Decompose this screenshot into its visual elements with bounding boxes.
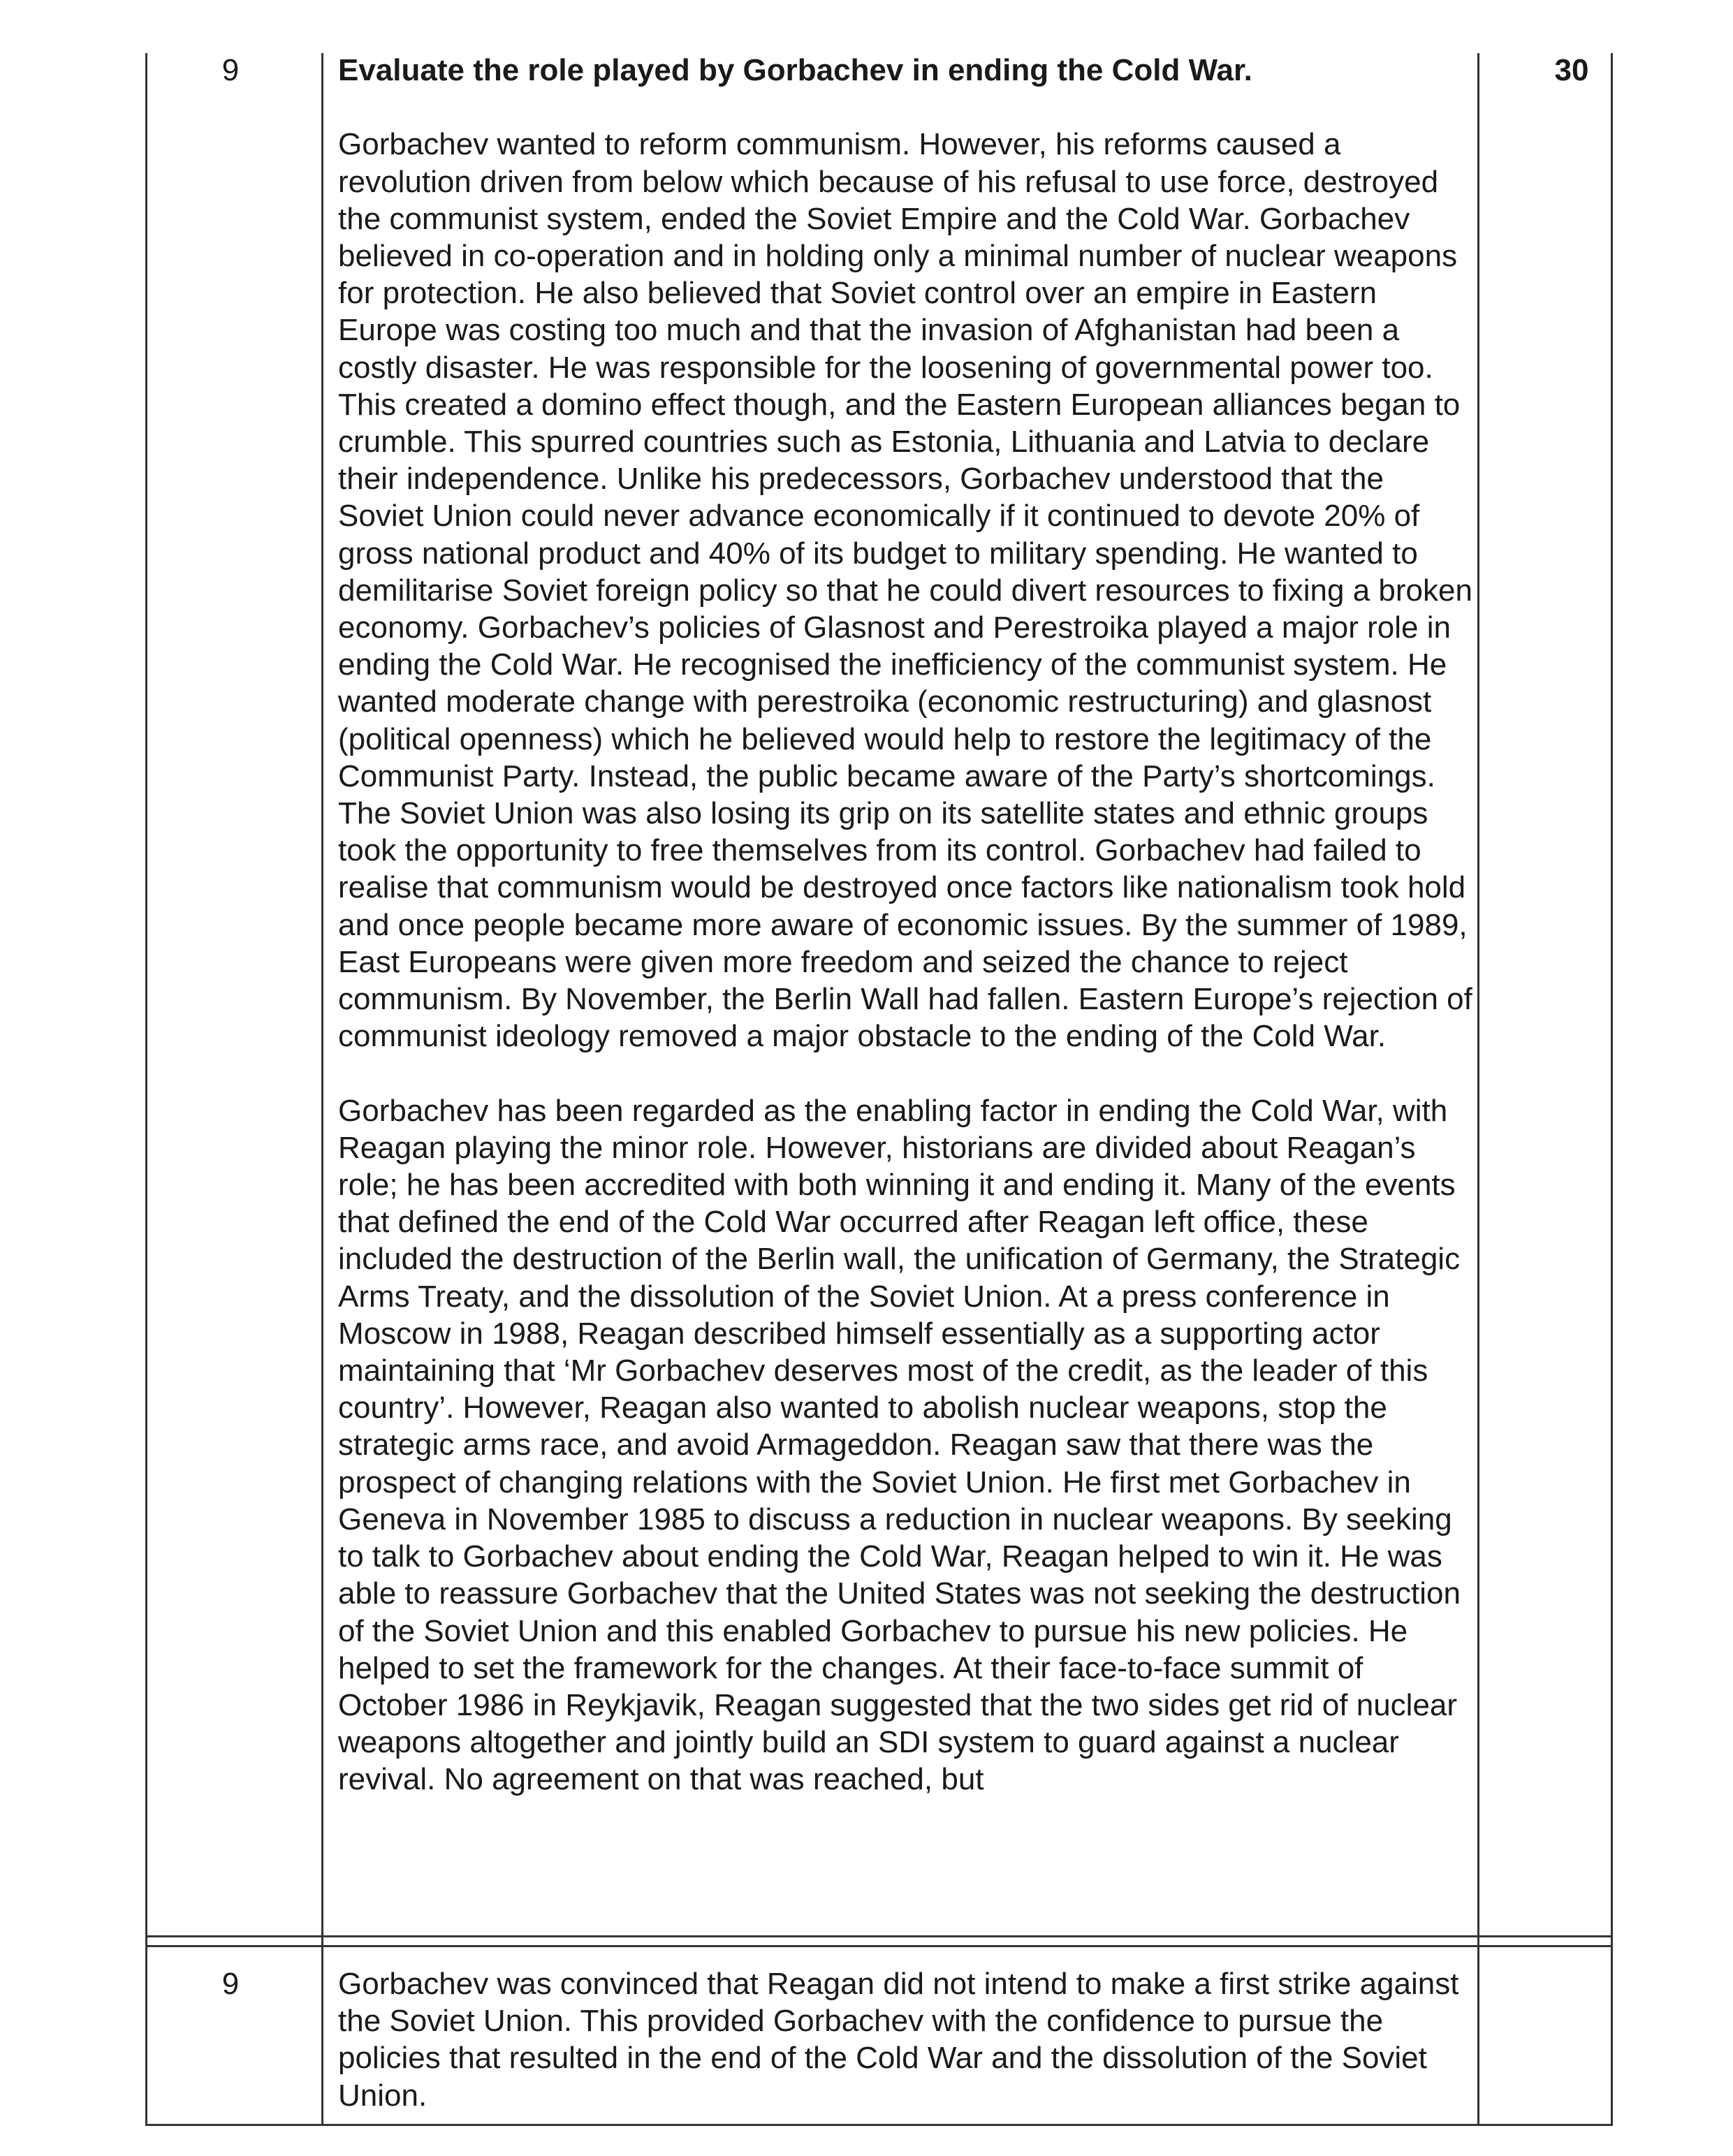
table-bottom-border bbox=[145, 2124, 1613, 2126]
answer-paragraph-2: Gorbachev has been regarded as the enabling factor in ending the Cold War, with Reagan playing the minor role. However, historians are divided about Reagan’s role; he has been accredited with both winning it and ending it. Many of the events that defined the end of the Cold War occurred after Reagan left office, these included the destruction of the Berlin wall, the unification of Germany, the Strategic Arms Treaty, and the dissolution of the Soviet Union. At a press conference in Moscow in 1988, Reagan described himself essentially as a supporting actor maintaining that ‘Mr Gorbachev deserves most of the credit, as the leader of this country’. However, Reagan also wanted to abolish nuclear weapons, stop the strategic arms race, and avoid Armageddon. Reagan saw that there was the prospect of changing relations with the Soviet Union. He first met Gorbachev in Geneva in November 1985 to discuss a reduction in nuclear weapons. By seeking to talk to Gorbachev about ending the Cold War, Reagan helped to win it. He was able to reassure Gorbachev that the United States was not seeking the destruction of the Soviet Union and this enabled Gorbachev to pursue his new policies. He helped to set the framework for the changes. At their face-to-face summit of October 1986 in Reykjavik, Reagan suggested that the two sides get rid of nuclear weapons altogether and jointly build an SDI system to guard against a nuclear revival. No agreement on that was reached, but bbox=[338, 1093, 1461, 1797]
continued-question-number: 9 bbox=[221, 1967, 240, 2001]
continued-answer-content bbox=[338, 1965, 1473, 2114]
table-right-border bbox=[1611, 53, 1613, 2126]
answer-paragraph-1: Gorbachev wanted to reform communism. However, his reforms caused a revolution driven from below which because of his refusal to use force, destroyed the communist system, ended the Soviet Empire and the Cold War. Gorbachev believed in co-operation and in holding only a minimal number of nuclear weapons for protection. He also believed that Soviet control over an empire in Eastern Europe was costing too much and that the invasion of Afghanistan had been a costly disaster. He was responsible for the loosening of governmental power too. This created a domino effect though, and the Eastern European alliances began to crumble. This spurred countries such as Estonia, Lithuania and Latvia to declare their independence. Unlike his predecessors, Gorbachev understood that the Soviet Union could never advance economically if it continued to devote 20% of gross national product and 40% of its budget to military spending. He wanted to demilitarise Soviet foreign policy so that he could divert resources to fixing a broken economy. Gorbachev’s policies of Glasnost and Perestroika played a major role in ending the Cold War. He recognised the inefficiency of the communist system. He wanted moderate change with perestroika (economic restructuring) and glasnost (political openness) which he believed would help to restore the legitimacy of the Communist Party. Instead, the public became aware of the Party’s shortcomings. The Soviet Union was also losing its grip on its satellite states and ethnic groups took the opportunity to free themselves from its control. Gorbachev had failed to realise that communism would be destroyed once factors like nationalism took hold and once people became more aware of economic issues. By the summer of 1989, East Europeans were given more freedom and seized the chance to reject communism. By November, the Berlin Wall had fallen. Eastern Europe’s rejection of communist ideology removed a major obstacle to the ending of the Cold War. bbox=[338, 127, 1472, 1054]
question-column-divider bbox=[321, 53, 323, 2126]
section-break-line-top bbox=[145, 1935, 1613, 1937]
table-left-border bbox=[145, 53, 147, 2126]
continued-answer-paragraph: Gorbachev was convinced that Reagan did not intend to make a first strike against the Soviet Union. This provided Gorbachev with the confidence to pursue the policies that resulted in the end of the Cold War and the dissolution of the Soviet Union. bbox=[338, 1967, 1459, 2113]
marks-value: 30 bbox=[1554, 53, 1589, 87]
answer-content bbox=[338, 52, 1473, 1798]
question-title: Evaluate the role played by Gorbachev in ending the Cold War. bbox=[338, 53, 1252, 87]
question-number: 9 bbox=[221, 53, 240, 87]
section-break-line-bottom bbox=[145, 1945, 1613, 1947]
marks-column-divider bbox=[1477, 53, 1479, 2126]
